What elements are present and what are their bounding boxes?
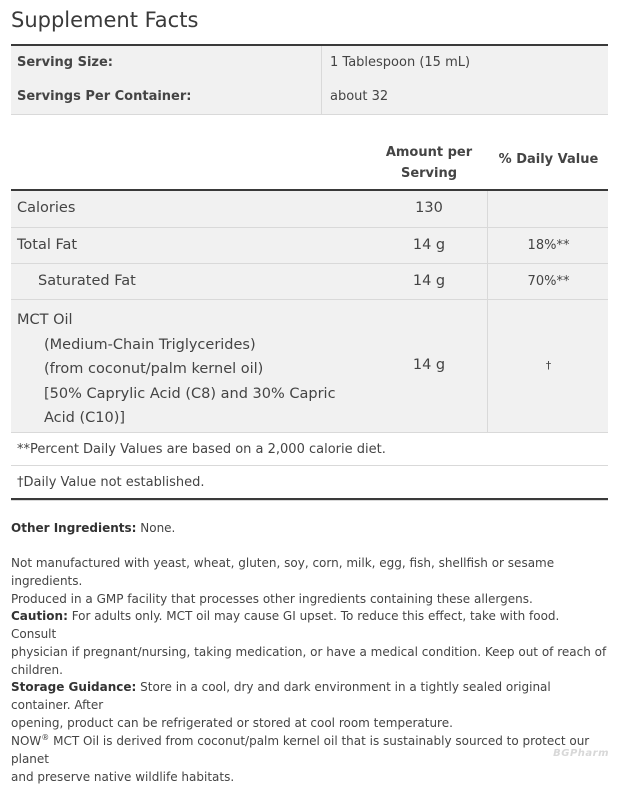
- nutrient-dv: †: [545, 359, 552, 372]
- caution-line: children.: [11, 663, 63, 677]
- column-divider: [321, 46, 322, 80]
- nutrient-dv: 18%**: [527, 238, 570, 253]
- other-ingredients: [11, 519, 608, 537]
- table-header: [11, 139, 608, 191]
- serving-size-row: [11, 46, 608, 81]
- nutrient-name: MCT Oil: [17, 312, 73, 328]
- nutrient-name: Saturated Fat: [38, 273, 136, 289]
- nutrient-detail: (Medium-Chain Triglycerides): [44, 336, 256, 353]
- serving-size-label: Serving Size:: [17, 55, 114, 70]
- nutrient-amount: 130: [415, 200, 443, 216]
- table-row: [11, 191, 608, 228]
- other-ingredients-text: None.: [136, 521, 176, 535]
- watermark: BGPharm: [553, 748, 609, 759]
- sustainability-line: and preserve native wildlife habitats.: [11, 770, 235, 784]
- storage-label: Storage Guidance:: [11, 680, 137, 694]
- footnote-text: **Percent Daily Values are based on a 2,000 calorie diet.: [17, 442, 386, 457]
- nutrient-table: [11, 139, 608, 501]
- table-row: [11, 264, 608, 300]
- nutrient-amount: 14 g: [412, 357, 446, 373]
- supplement-facts-title: Supplement Facts: [11, 8, 199, 32]
- nutrient-detail: [50% Caprylic Acid (C8) and 30% Capric: [44, 385, 336, 402]
- other-ingredients-label: Other Ingredients:: [11, 521, 137, 535]
- nutrient-name: Calories: [17, 200, 76, 216]
- brand-name: NOW: [11, 734, 42, 748]
- nutrient-amount: 14 g: [412, 273, 446, 289]
- amount-header-line1: Amount per: [385, 145, 473, 160]
- column-divider: [487, 300, 488, 432]
- caution-label: Caution:: [11, 609, 68, 623]
- column-divider: [487, 191, 488, 227]
- column-divider: [487, 264, 488, 299]
- allergen-line: Not manufactured with yeast, wheat, gluten, soy, corn, milk, egg, fish, shellfish or sesame ingredients.: [11, 556, 555, 588]
- nutrient-name: Total Fat: [17, 237, 78, 253]
- amount-header-line2: Serving: [400, 166, 458, 181]
- caution-line: physician if pregnant/nursing, taking medication, or have a medical condition. Keep out of reach of: [11, 645, 607, 659]
- nutrient-detail: Acid (C10)]: [44, 410, 126, 426]
- amount-per-serving-header: [379, 142, 479, 184]
- footnote-daily-values: [11, 433, 608, 466]
- footnote-text: †Daily Value not established.: [17, 475, 205, 490]
- column-divider: [321, 80, 322, 114]
- sustainability-line: MCT Oil is derived from coconut/palm kernel oil that is sustainably sourced to protect our planet: [11, 734, 590, 766]
- table-row: [11, 228, 608, 264]
- storage-line: Store in a cool, dry and dark environment in a tightly sealed original container. After: [11, 680, 551, 712]
- sustainability-statement: [11, 729, 608, 786]
- servings-per-container-row: [11, 80, 608, 115]
- column-divider: [487, 228, 488, 263]
- nutrient-dv: 70%**: [527, 274, 570, 289]
- allergen-line: Produced in a GMP facility that processes other ingredients containing these allergens.: [11, 592, 533, 606]
- servings-per-container-label: Servings Per Container:: [17, 89, 192, 104]
- footnote-not-established: [11, 466, 608, 500]
- storage-line: opening, product can be refrigerated or stored at cool room temperature.: [11, 716, 453, 730]
- caution-line: For adults only. MCT oil may cause GI upset. To reduce this effect, take with food. Consult: [11, 609, 560, 641]
- caution-statement: [11, 607, 608, 679]
- table-row: [11, 300, 608, 433]
- nutrient-detail: (from coconut/palm kernel oil): [44, 361, 264, 377]
- serving-size-value: 1 Tablespoon (15 mL): [330, 55, 471, 70]
- registered-mark: ®: [41, 733, 50, 742]
- servings-per-container-value: about 32: [330, 89, 389, 104]
- daily-value-header: % Daily Value: [498, 152, 599, 167]
- allergen-statement: [11, 554, 608, 608]
- nutrient-name-block: [17, 308, 336, 431]
- nutrient-amount: 14 g: [412, 237, 446, 253]
- storage-guidance: [11, 678, 608, 732]
